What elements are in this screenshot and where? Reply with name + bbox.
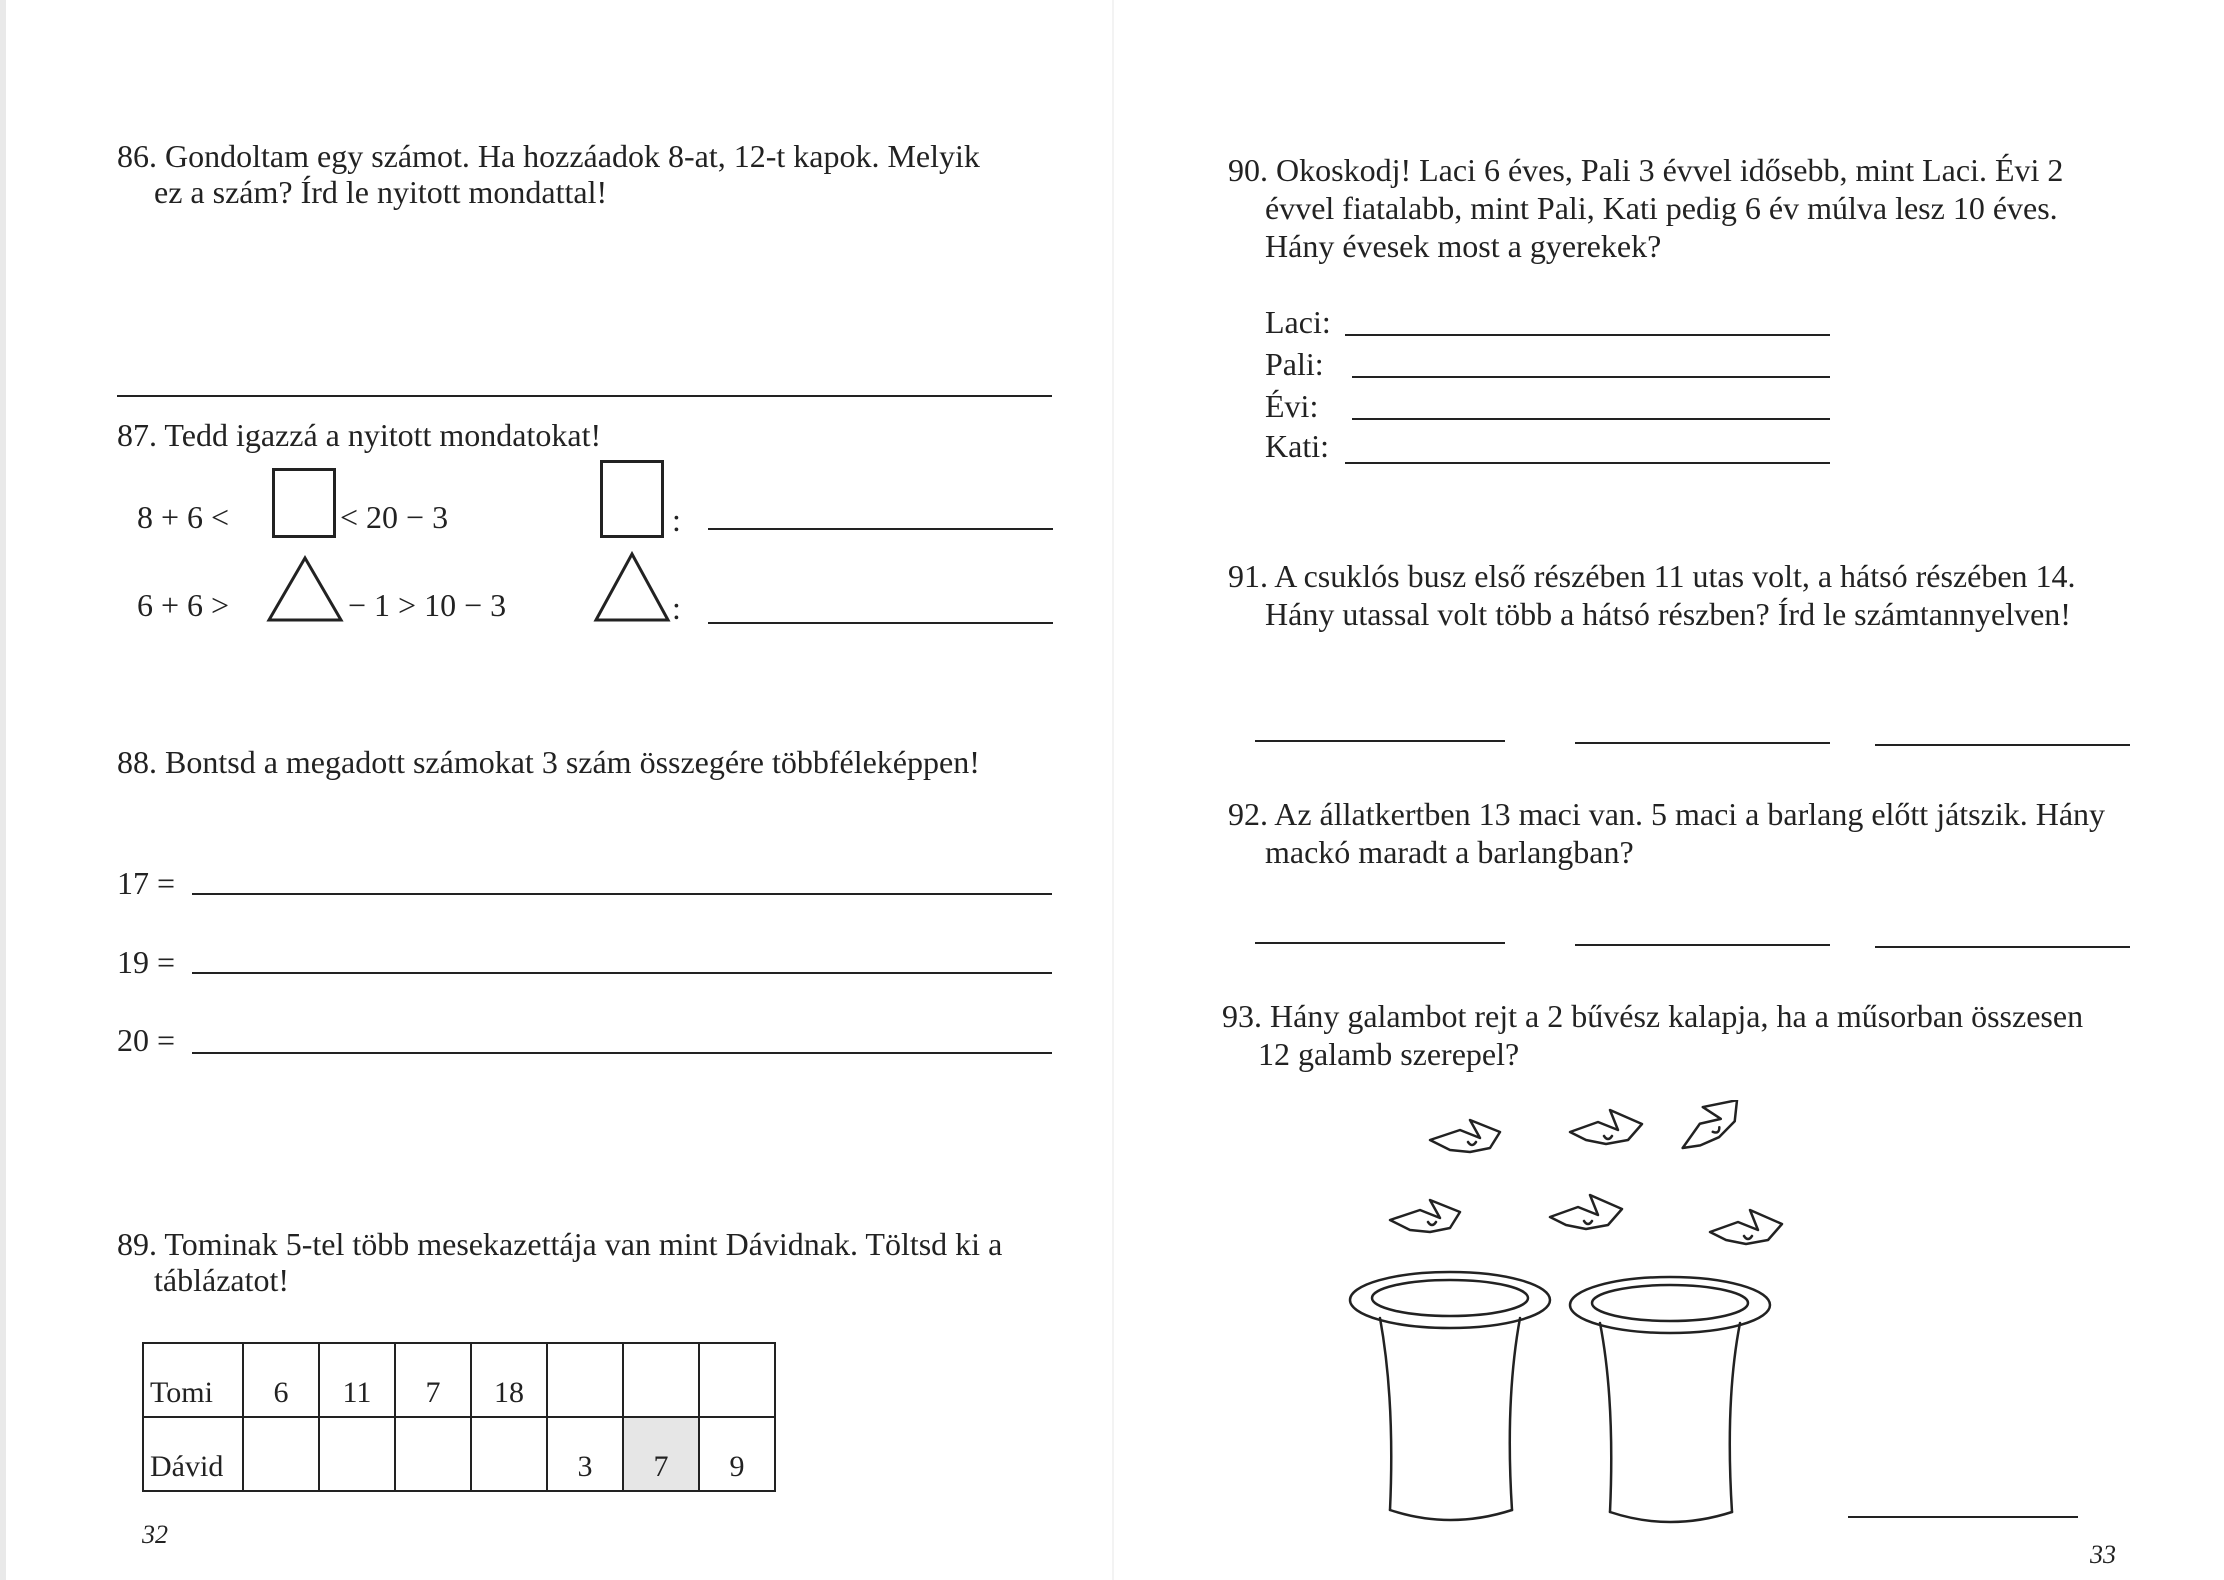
table-cell-blank[interactable] <box>547 1343 623 1417</box>
answer-line-laci[interactable] <box>1345 334 1830 336</box>
dove-icon <box>1550 1195 1622 1229</box>
task-88-item-19: 19 = <box>117 944 176 980</box>
task-88-item-20: 20 = <box>117 1022 176 1058</box>
table-cell-blank[interactable] <box>319 1417 395 1491</box>
task-87-row2-right: − 1 > 10 − 3 <box>348 587 507 623</box>
answer-line-kati[interactable] <box>1345 462 1830 464</box>
square-symbol-icon <box>600 460 664 538</box>
row-label-tomi: Tomi <box>143 1343 243 1417</box>
task-93-line1: 93. Hány galambot rejt a 2 bűvész kalapja, ha a műsorban összesen <box>1222 998 2084 1034</box>
task-91-line2: Hány utassal volt több a hátsó részben? Írd le számtannyelven! <box>1265 596 2071 632</box>
table-cell: 6 <box>243 1343 319 1417</box>
dove-icon <box>1430 1120 1500 1152</box>
answer-line-87-triangle[interactable] <box>708 622 1053 624</box>
answer-line-92-b[interactable] <box>1575 944 1830 946</box>
task-87-colon1: : <box>672 502 681 538</box>
task-90-line3: Hány évesek most a gyerekek? <box>1265 228 1662 264</box>
answer-line-93[interactable] <box>1848 1516 2078 1518</box>
answer-line-evi[interactable] <box>1352 418 1830 420</box>
task-89-table <box>142 1342 776 1492</box>
page-gutter <box>1112 0 1114 1580</box>
task-87-title: 87. Tedd igazzá a nyitott mondatokat! <box>117 417 602 453</box>
answer-line-91-b[interactable] <box>1575 742 1830 744</box>
answer-line-pali[interactable] <box>1352 376 1830 378</box>
dove-icon <box>1670 1100 1748 1158</box>
page-number-right: 33 <box>2090 1540 2116 1569</box>
name-evi: Évi: <box>1265 388 1319 424</box>
task-86-line2: ez a szám? Írd le nyitott mondattal! <box>154 174 608 210</box>
top-hat-icon <box>1570 1277 1770 1522</box>
task-89-line1: 89. Tominak 5-tel több mesekazettája van mint Dávidnak. Töltsd ki a <box>117 1226 1003 1262</box>
top-hat-icon <box>1350 1272 1550 1520</box>
task-88-title: 88. Bontsd a megadott számokat 3 szám összegére többféleképpen! <box>117 744 980 780</box>
table-cell-blank[interactable] <box>471 1417 547 1491</box>
answer-line-88-20[interactable] <box>192 1052 1052 1054</box>
table-cell: 3 <box>547 1417 623 1491</box>
table-cell: 18 <box>471 1343 547 1417</box>
name-pali: Pali: <box>1265 346 1324 382</box>
answer-line-91-c[interactable] <box>1875 744 2130 746</box>
table-cell-blank[interactable] <box>243 1417 319 1491</box>
table-cell-blank[interactable] <box>395 1417 471 1491</box>
table-row <box>143 1417 775 1491</box>
triangle-symbol-icon <box>592 550 672 624</box>
name-kati: Kati: <box>1265 428 1329 464</box>
answer-line-92-c[interactable] <box>1875 946 2130 948</box>
table-row <box>143 1343 775 1417</box>
task-90-line1: 90. Okoskodj! Laci 6 éves, Pali 3 évvel idősebb, mint Laci. Évi 2 <box>1228 152 2064 188</box>
dove-icon <box>1710 1210 1782 1244</box>
task-86-line1: 86. Gondoltam egy számot. Ha hozzáadok 8-at, 12-t kapok. Melyik <box>117 138 980 174</box>
task-88-item-17: 17 = <box>117 865 176 901</box>
table-cell: 9 <box>699 1417 775 1491</box>
answer-line-86[interactable] <box>117 395 1052 397</box>
row-label-david: Dávid <box>143 1417 243 1491</box>
answer-line-91-a[interactable] <box>1255 740 1505 742</box>
square-placeholder-icon[interactable] <box>272 468 336 538</box>
table-cell-blank[interactable] <box>699 1343 775 1417</box>
table-cell: 7 <box>623 1417 699 1491</box>
table-cell: 11 <box>319 1343 395 1417</box>
answer-line-92-a[interactable] <box>1255 942 1505 944</box>
answer-line-88-19[interactable] <box>192 972 1052 974</box>
task-87-colon2: : <box>672 590 681 626</box>
task-93-line2: 12 galamb szerepel? <box>1258 1036 1520 1072</box>
answer-line-88-17[interactable] <box>192 893 1052 895</box>
task-89-line2: táblázatot! <box>154 1262 290 1298</box>
answer-line-87-square[interactable] <box>708 528 1053 530</box>
dove-icon <box>1570 1110 1642 1144</box>
task-90-line2: évvel fiatalabb, mint Pali, Kati pedig 6 év múlva lesz 10 éves. <box>1265 190 2058 226</box>
task-87-row1-left: 8 + 6 < <box>137 499 230 535</box>
table-cell-blank[interactable] <box>623 1343 699 1417</box>
task-92-line1: 92. Az állatkertben 13 maci van. 5 maci a barlang előtt játszik. Hány <box>1228 796 2106 832</box>
task-91-line1: 91. A csuklós busz első részében 11 utas volt, a hátsó részében 14. <box>1228 558 2076 594</box>
task-92-line2: mackó maradt a barlangban? <box>1265 834 1634 870</box>
table-cell: 7 <box>395 1343 471 1417</box>
name-laci: Laci: <box>1265 304 1331 340</box>
page-edge <box>0 0 6 1580</box>
page-number-left: 32 <box>142 1520 168 1549</box>
task-87-row1-right: < 20 − 3 <box>340 499 449 535</box>
magician-hats-doves-icon <box>1340 1100 1840 1530</box>
dove-icon <box>1390 1200 1460 1232</box>
task-87-row2-left: 6 + 6 > <box>137 587 230 623</box>
triangle-placeholder-icon[interactable] <box>265 554 345 624</box>
